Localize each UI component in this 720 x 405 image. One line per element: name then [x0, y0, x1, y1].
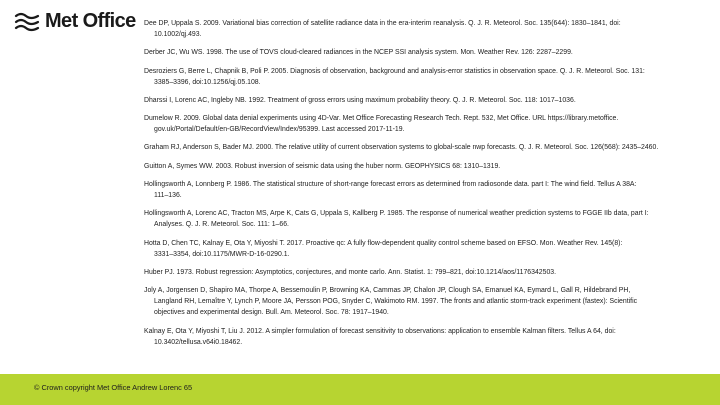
- reference-hollingsworth-1985: Hollingsworth A, Lorenc AC, Tracton MS, Arpe K, Cats G, Uppala S, Kallberg P. 1985. The response of numerical weather prediction systems to FGGE IIb data, part I: Analyses. Q. J. R. Meteorol. Soc. 111: 1–66.: [144, 210, 649, 229]
- footer-band: [0, 374, 720, 405]
- reference-derber-1998: Derber JC, Wu WS. 1998. The use of TOVS cloud-cleared radiances in the NCEP SSI analysis system. Mon. Weather Rev. 126: 2287–2299.: [144, 49, 573, 57]
- footer-copyright: © Crown copyright Met Office Andrew Lorenc 65: [34, 383, 193, 392]
- logo-text: Met Office: [45, 10, 136, 32]
- reference-huber-1973: Huber PJ. 1973. Robust regression: Asymptotics, conjectures, and monte carlo. Ann. Statist. 1: 799–821, doi:10.1214/aos/1176342503.: [144, 268, 557, 276]
- reference-list: [144, 18, 712, 374]
- reference-desroziers-2005: Desroziers G, Berre L, Chapnik B, Poli P. 2005. Diagnosis of observation, background and analysis-error statistics in observation space. Q. J. R. Meteorol. Soc. 131: 3385–3396, doi:10.1256/qj.05.108.: [144, 67, 645, 86]
- reference-hotta-2017: Hotta D, Chen TC, Kalnay E, Ota Y, Miyoshi T. 2017. Proactive qc: A fully flow-dependent quality control scheme based on EFSO. Mon. Weather Rev. 145(8): 3331–3354, doi:10.1175/MWR-D-16-0290.1.: [144, 239, 623, 258]
- reference-hollingsworth-1986: Hollingsworth A, Lonnberg P. 1986. The statistical structure of short-range forecast errors as determined from radiosonde data. part I: The wind field. Tellus A 38A: 111–136.: [144, 181, 637, 200]
- reference-dumelow-2009: Dumelow R. 2009. Global data denial experiments using 4D-Var. Met Office Forecasting Research Tech. Rept. 532, Met Office. URL https://library.metoffice. gov.uk/Portal/Default/en-GB/RecordView/Index/95399. Last accessed 2017-11-19.: [144, 115, 619, 134]
- reference-dharssi-1992: Dharssi I, Lorenc AC, Ingleby NB. 1992. Treatment of gross errors using maximum probability theory. Q. J. R. Meteorol. Soc. 118: 1017–1036.: [144, 96, 576, 104]
- met-office-logo: [14, 10, 136, 33]
- reference-kalnay-2012: Kalnay E, Ota Y, Miyoshi T, Liu J. 2012. A simpler formulation of forecast sensitivity to observations: application to ensemble Kalman filters. Tellus A 64, doi: 10.3402/tellusa.v64i0.18462.: [144, 327, 616, 346]
- reference-dee-2009: Dee DP, Uppala S. 2009. Variational bias correction of satellite radiance data in the era-interim reanalysis. Q. J. R. Meteorol. Soc. 135(644): 1830–1841, doi: 10.1002/qj.493.: [144, 20, 621, 38]
- reference-graham-2000: Graham RJ, Anderson S, Bader MJ. 2000. The relative utility of current observation systems to global-scale nwp forecasts. Q. J. R. Meteorol. Soc. 126(568): 2435–2460.: [144, 144, 659, 152]
- reference-joly-1997: Joly A, Jorgensen D, Shapiro MA, Thorpe A, Bessemoulin P, Browning KA, Cammas JP, Chalon JP, Clough SA, Emanuel KA, Eymard L, Gall R, Hildebrand PH, Langland RH, Lemaître Y, Lynch P, Moore JA, Persson POG, Snyder C, Wakimoto RM. 1997. The fronts and atlantic storm-track experiment (fastex): Scientific objectives and experimental design. Bull. Am. Meteorol. Soc. 78: 1917–1940.: [144, 287, 638, 317]
- reference-guitton-2003: Guitton A, Symes WW. 2003. Robust inversion of seismic data using the huber norm. GEOPHYSICS 68: 1310–1319.: [144, 162, 501, 170]
- met-office-logo-icon: [14, 11, 40, 33]
